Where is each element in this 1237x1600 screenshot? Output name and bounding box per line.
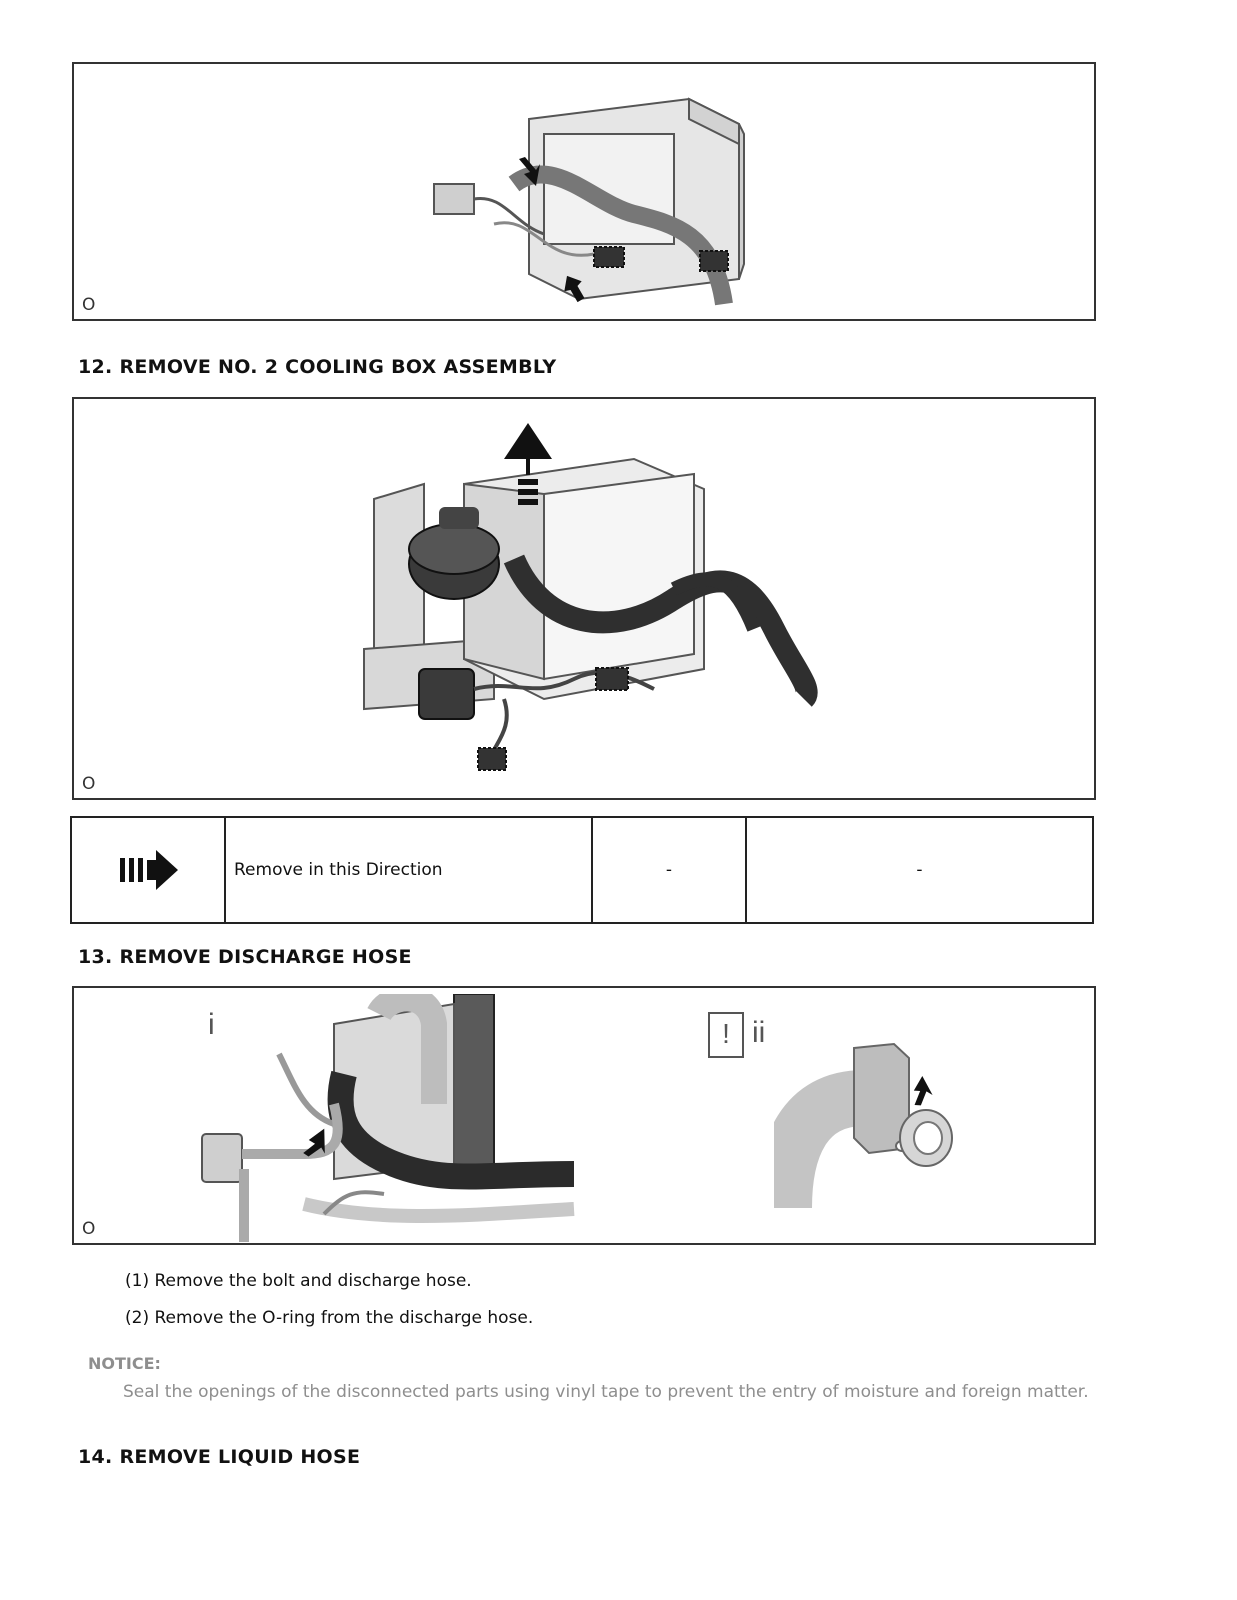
legend-symbol-cell bbox=[71, 817, 225, 923]
notice-label: NOTICE: bbox=[88, 1354, 161, 1373]
figure-code: O bbox=[82, 1219, 96, 1239]
legend-col3-cell bbox=[592, 817, 746, 923]
table-row bbox=[71, 817, 1093, 923]
figure-cooling-box-connectors bbox=[72, 62, 1096, 321]
discharge-hose-bolt-illustration bbox=[184, 994, 584, 1242]
legend-col4-value: - bbox=[916, 860, 923, 880]
step-13-heading: 13. REMOVE DISCHARGE HOSE bbox=[78, 946, 412, 968]
caution-icon: ! bbox=[722, 1018, 730, 1049]
figure-code: O bbox=[82, 774, 96, 794]
figure-remove-cooling-box bbox=[72, 397, 1096, 800]
symbol-legend-table bbox=[70, 816, 1094, 924]
step-13-substep-2: (2) Remove the O-ring from the discharge hose. bbox=[125, 1308, 534, 1328]
o-ring-illustration bbox=[774, 1038, 974, 1208]
remove-direction-arrow-icon bbox=[72, 818, 224, 922]
legend-col3-value: - bbox=[665, 860, 673, 880]
legend-description-cell bbox=[225, 817, 592, 923]
cooling-box-illustration bbox=[74, 64, 1094, 319]
step-13-substep-1: (1) Remove the bolt and discharge hose. bbox=[125, 1271, 472, 1291]
legend-description: Remove in this Direction bbox=[234, 860, 443, 880]
caution-box bbox=[708, 1012, 744, 1058]
legend-col4-cell bbox=[746, 817, 1093, 923]
panel-ii-label: ii bbox=[752, 1016, 766, 1049]
figure-discharge-hose bbox=[72, 986, 1096, 1245]
step-12-heading: 12. REMOVE NO. 2 COOLING BOX ASSEMBLY bbox=[78, 356, 557, 378]
notice-text: Seal the openings of the disconnected parts using vinyl tape to prevent the entry of moisture and foreign matter. bbox=[123, 1382, 1089, 1402]
cooling-box-assembly-illustration bbox=[74, 399, 1094, 798]
figure-code: O bbox=[82, 295, 96, 315]
step-14-heading: 14. REMOVE LIQUID HOSE bbox=[78, 1446, 361, 1468]
panel-i-label: i bbox=[208, 1008, 215, 1041]
